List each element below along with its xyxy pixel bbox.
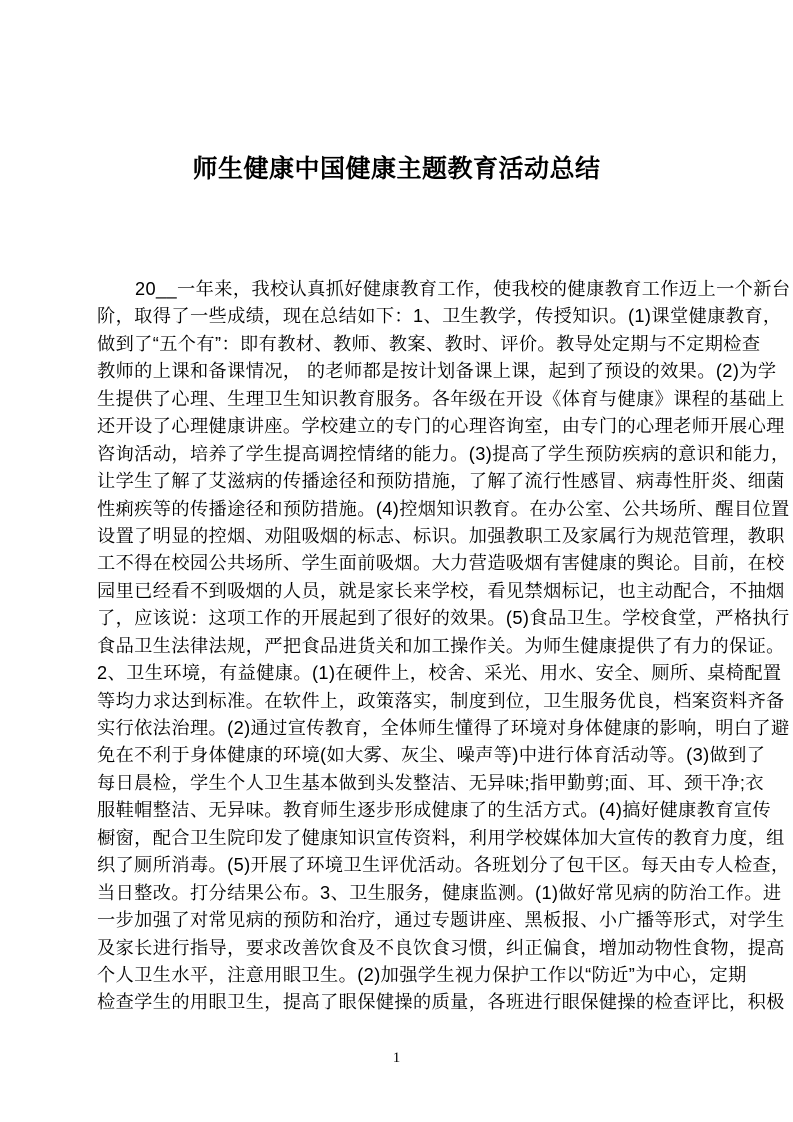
- document-body: [97, 276, 793, 1017]
- body-line: 做到了“五个有”：即有教材、教师、教案、教时、评价。教导处定期与不定期检查: [97, 333, 761, 354]
- body-line: 教师的上课和备课情况， 的老师都是按计划备课上课，起到了预设的效果。(2)为学: [97, 361, 777, 382]
- body-line: 实行依法治理。(2)通过宣传教育，全体师生懂得了环境对身体健康的影响，明白了避: [97, 718, 790, 738]
- body-line: 阶，取得了一些成绩，现在总结如下：1、卫生教学，传授知识。(1)课堂健康教育，: [97, 306, 782, 327]
- body-line: 咨询活动，培养了学生提高调控情绪的能力。(3)提高了学生预防疾病的意识和能力，: [97, 443, 790, 464]
- body-line: 织了厕所消毒。(5)开展了环境卫生评优活动。各班划分了包干区。每天由专人检查，: [97, 855, 790, 876]
- body-line: 及家长进行指导，要求改善饮食及不良饮食习惯，纠正偏食，增加动物性食物，提高: [97, 937, 785, 958]
- body-line: 园里已经看不到吸烟的人员，就是家长来学校，看见禁烟标记，也主动配合，不抽烟: [97, 580, 785, 601]
- page-title: 师生健康中国健康主题教育活动总结: [192, 154, 601, 183]
- body-line: 免在不利于身体健康的环境(如大雾、灰尘、噪声等)中进行体育活动等。(3)做到了: [97, 745, 766, 766]
- body-line: 还开设了心理健康讲座。学校建立的专门的心理咨询室，由专门的心理老师开展心理: [97, 416, 785, 437]
- body-line: 每日晨检，学生个人卫生基本做到头发整洁、无异味;指甲勤剪;面、耳、颈干净;衣: [97, 772, 764, 793]
- body-line: 设置了明显的控烟、劝阻吸烟的标志、标识。加强教职工及家属行为规范管理，教职: [97, 525, 785, 546]
- body-line: 橱窗，配合卫生院印发了健康知识宣传资料，利用学校媒体加大宣传的教育力度，组: [97, 827, 785, 848]
- body-line: 一步加强了对常见病的预防和治疗，通过专题讲座、黑板报、小广播等形式，对学生: [97, 910, 785, 931]
- body-line: 20__一年来，我校认真抓好健康教育工作，使我校的健康教育工作迈上一个新台: [135, 279, 791, 299]
- body-line: 检查学生的用眼卫生，提高了眼保健操的质量，各班进行眼保健操的检查评比，积极: [97, 992, 785, 1013]
- body-line: 个人卫生水平，注意用眼卫生。(2)加强学生视力保护工作以“防近”为中心，定期: [97, 964, 747, 985]
- body-line: 等均力求达到标准。在软件上，政策落实，制度到位，卫生服务优良，档案资料齐备: [97, 690, 785, 711]
- page-number: 1: [392, 1050, 401, 1066]
- body-line: 服鞋帽整洁、无异味。教育师生逐步形成健康了的生活方式。(4)搞好健康教育宣传: [97, 800, 771, 821]
- body-line: 了，应该说：这项工作的开展起到了很好的效果。(5)食品卫生。学校食堂，严格执行: [97, 608, 790, 629]
- body-line: 工不得在校园公共场所、学生面前吸烟。大力营造吸烟有害健康的舆论。目前，在校: [97, 553, 785, 574]
- body-line: 当日整改。打分结果公布。3、卫生服务，健康监测。(1)做好常见病的防治工作。进: [97, 882, 782, 903]
- body-line: 2、卫生环境，有益健康。(1)在硬件上，校舍、采光、用水、安全、厕所、桌椅配置: [97, 663, 782, 684]
- body-line: 让学生了解了艾滋病的传播途径和预防措施，了解了流行性感冒、病毒性肝炎、细菌: [97, 471, 785, 492]
- body-line: 生提供了心理、生理卫生知识教育服务。各年级在开设《体育与健康》课程的基础上: [97, 388, 785, 409]
- body-line: 食品卫生法律法规，严把食品进货关和加工操作关。为师生健康提供了有力的保证。: [97, 635, 785, 656]
- body-line: 性痢疾等的传播途径和预防措施。(4)控烟知识教育。在办公室、公共场所、醒目位置: [97, 498, 790, 519]
